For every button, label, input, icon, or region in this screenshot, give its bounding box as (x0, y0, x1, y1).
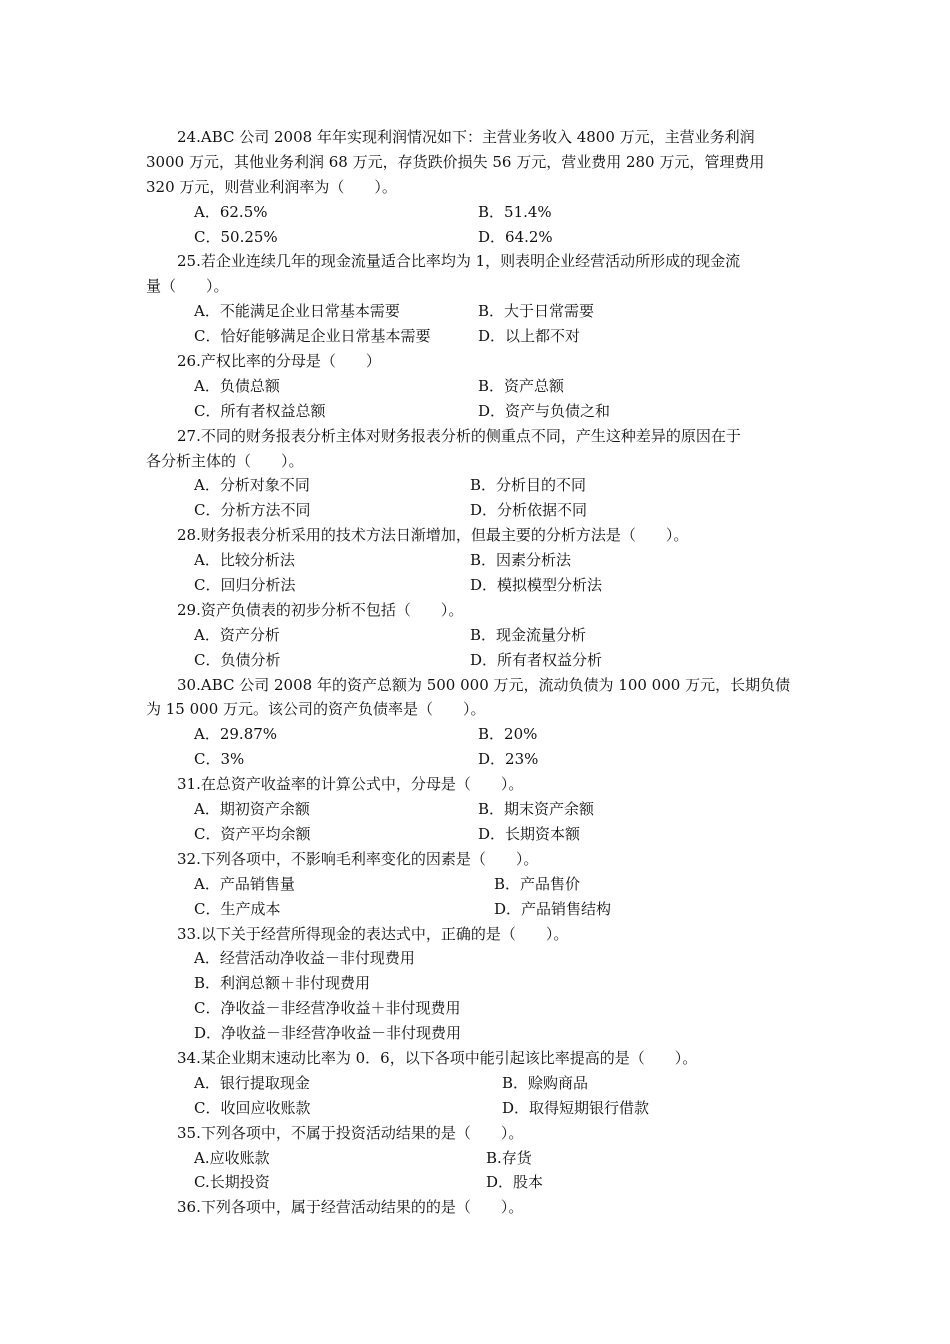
question-29 (146, 598, 806, 673)
option-d: D．23% (478, 750, 539, 769)
question-text: 29.资产负债表的初步分析不包括（ ）。 (177, 600, 464, 619)
option-b: B．大于日常需要 (478, 302, 595, 321)
option-c: C．所有者权益总额 (194, 401, 326, 420)
option-c: C．负债分析 (194, 650, 281, 669)
question-text: 34.某企业期末速动比率为 0．6，以下各项中能引起该比率提高的是（ ）。 (177, 1048, 698, 1067)
option-b: B．产品售价 (494, 874, 581, 893)
question-32 (146, 847, 806, 922)
option-c: C．资产平均余额 (194, 824, 311, 843)
question-28 (146, 523, 806, 598)
question-text: 为 15 000 万元。该公司的资产负债率是（ ）。 (146, 700, 486, 719)
question-text: 3000 万元，其他业务利润 68 万元，存货跌价损失 56 万元，营业费用 280 万元，管理费用 (146, 152, 765, 171)
option-c: C．分析方法不同 (194, 501, 311, 520)
option-d: D．长期资本额 (478, 824, 581, 843)
option-a: A．62.5% (194, 202, 268, 221)
option-c: C．净收益－非经营净收益＋非付现费用 (194, 999, 461, 1018)
question-text: 各分析主体的（ ）。 (146, 451, 304, 470)
option-c: C．3% (194, 750, 245, 769)
option-row (146, 872, 806, 897)
option-d: D．净收益－非经营净收益－非付现费用 (194, 1024, 462, 1043)
option-row (146, 722, 806, 747)
option-row (146, 200, 806, 225)
option-a: A．29.87% (194, 725, 278, 744)
option-a: A．比较分析法 (194, 551, 295, 570)
option-b: B．20% (478, 725, 538, 744)
question-text: 35.下列各项中，不属于投资活动结果的是（ ）。 (177, 1123, 524, 1142)
option-row (146, 374, 806, 399)
option-c: C．生产成本 (194, 899, 281, 918)
question-text: 30.ABC 公司 2008 年的资产总额为 500 000 万元，流动负债为 100 000 万元，长期负债 (177, 675, 791, 694)
option-d: D．所有者权益分析 (470, 650, 603, 669)
option-row (146, 399, 806, 424)
question-27 (146, 424, 806, 524)
option-row (146, 648, 806, 673)
question-text: 320 万元，则营业利润率为（ ）。 (146, 177, 397, 196)
option-row (146, 1146, 806, 1171)
option-row (146, 548, 806, 573)
question-text: 31.在总资产收益率的计算公式中，分母是（ ）。 (177, 775, 524, 794)
question-text: 36.下列各项中，属于经营活动结果的的是（ ）。 (177, 1198, 524, 1217)
option-a: A.应收账款 (194, 1148, 270, 1167)
option-c: C．恰好能够满足企业日常基本需要 (194, 327, 431, 346)
question-text: 27.不同的财务报表分析主体对财务报表分析的侧重点不同，产生这种差异的原因在于 (177, 426, 741, 445)
option-a: A．产品销售量 (194, 874, 295, 893)
question-31 (146, 772, 806, 847)
option-row (146, 324, 806, 349)
question-25 (146, 249, 806, 349)
question-text: 32.下列各项中，不影响毛利率变化的因素是（ ）。 (177, 849, 539, 868)
question-text: 28.财务报表分析采用的技术方法日渐增加，但最主要的分析方法是（ ）。 (177, 526, 689, 545)
option-row (146, 299, 806, 324)
option-row (146, 225, 806, 250)
option-row (146, 897, 806, 922)
question-text: 26.产权比率的分母是（ ） (177, 352, 381, 371)
option-d: D．64.2% (478, 227, 553, 246)
option-b: B.存货 (486, 1148, 532, 1167)
option-c: C．收回应收账款 (194, 1098, 311, 1117)
option-c: C．50.25% (194, 227, 278, 246)
option-b: B．赊购商品 (502, 1073, 589, 1092)
question-35 (146, 1121, 806, 1196)
option-a: A．负债总额 (194, 376, 280, 395)
option-row (146, 797, 806, 822)
question-30 (146, 673, 806, 773)
question-34 (146, 1046, 806, 1121)
option-a: A．不能满足企业日常基本需要 (194, 302, 400, 321)
option-d: D．资产与负债之和 (478, 401, 611, 420)
option-row (146, 822, 806, 847)
option-b: B．分析目的不同 (470, 476, 587, 495)
option-a: A．资产分析 (194, 625, 280, 644)
option-a: A．经营活动净收益－非付现费用 (194, 949, 415, 968)
option-b: B．51.4% (478, 202, 552, 221)
question-text: 25.若企业连续几年的现金流量适合比率均为 1，则表明企业经营活动所形成的现金流 (177, 252, 741, 271)
option-d: D．分析依据不同 (470, 501, 588, 520)
option-d: D．股本 (486, 1173, 544, 1192)
option-row (146, 473, 806, 498)
option-d: D．模拟模型分析法 (470, 576, 603, 595)
question-36 (146, 1195, 806, 1220)
question-text: 量（ ）。 (146, 277, 229, 296)
option-c: C．回归分析法 (194, 576, 296, 595)
option-row (146, 498, 806, 523)
option-row (146, 623, 806, 648)
option-b: B．现金流量分析 (470, 625, 587, 644)
option-d: D．产品销售结构 (494, 899, 612, 918)
option-a: A．分析对象不同 (194, 476, 310, 495)
option-b: B．因素分析法 (470, 551, 572, 570)
option-b: B．期末资产余额 (478, 800, 595, 819)
option-c: C.长期投资 (194, 1173, 270, 1192)
option-a: A．期初资产余额 (194, 800, 310, 819)
option-row (146, 1096, 806, 1121)
option-d: D．以上都不对 (478, 327, 581, 346)
option-d: D．取得短期银行借款 (502, 1098, 650, 1117)
option-a: A．银行提取现金 (194, 1073, 310, 1092)
option-row (146, 1071, 806, 1096)
option-b: B．资产总额 (478, 376, 565, 395)
option-b: B．利润总额＋非付现费用 (194, 974, 371, 993)
question-26 (146, 349, 806, 424)
question-text: 33.以下关于经营所得现金的表达式中，正确的是（ ）。 (177, 924, 569, 943)
option-row (146, 1170, 806, 1195)
question-33 (146, 922, 806, 1046)
option-row (146, 747, 806, 772)
question-list (146, 125, 806, 1220)
question-text: 24.ABC 公司 2008 年年实现利润情况如下：主营业务收入 4800 万元，主营业务利润 (177, 128, 755, 146)
option-row (146, 573, 806, 598)
question-24 (146, 125, 806, 249)
